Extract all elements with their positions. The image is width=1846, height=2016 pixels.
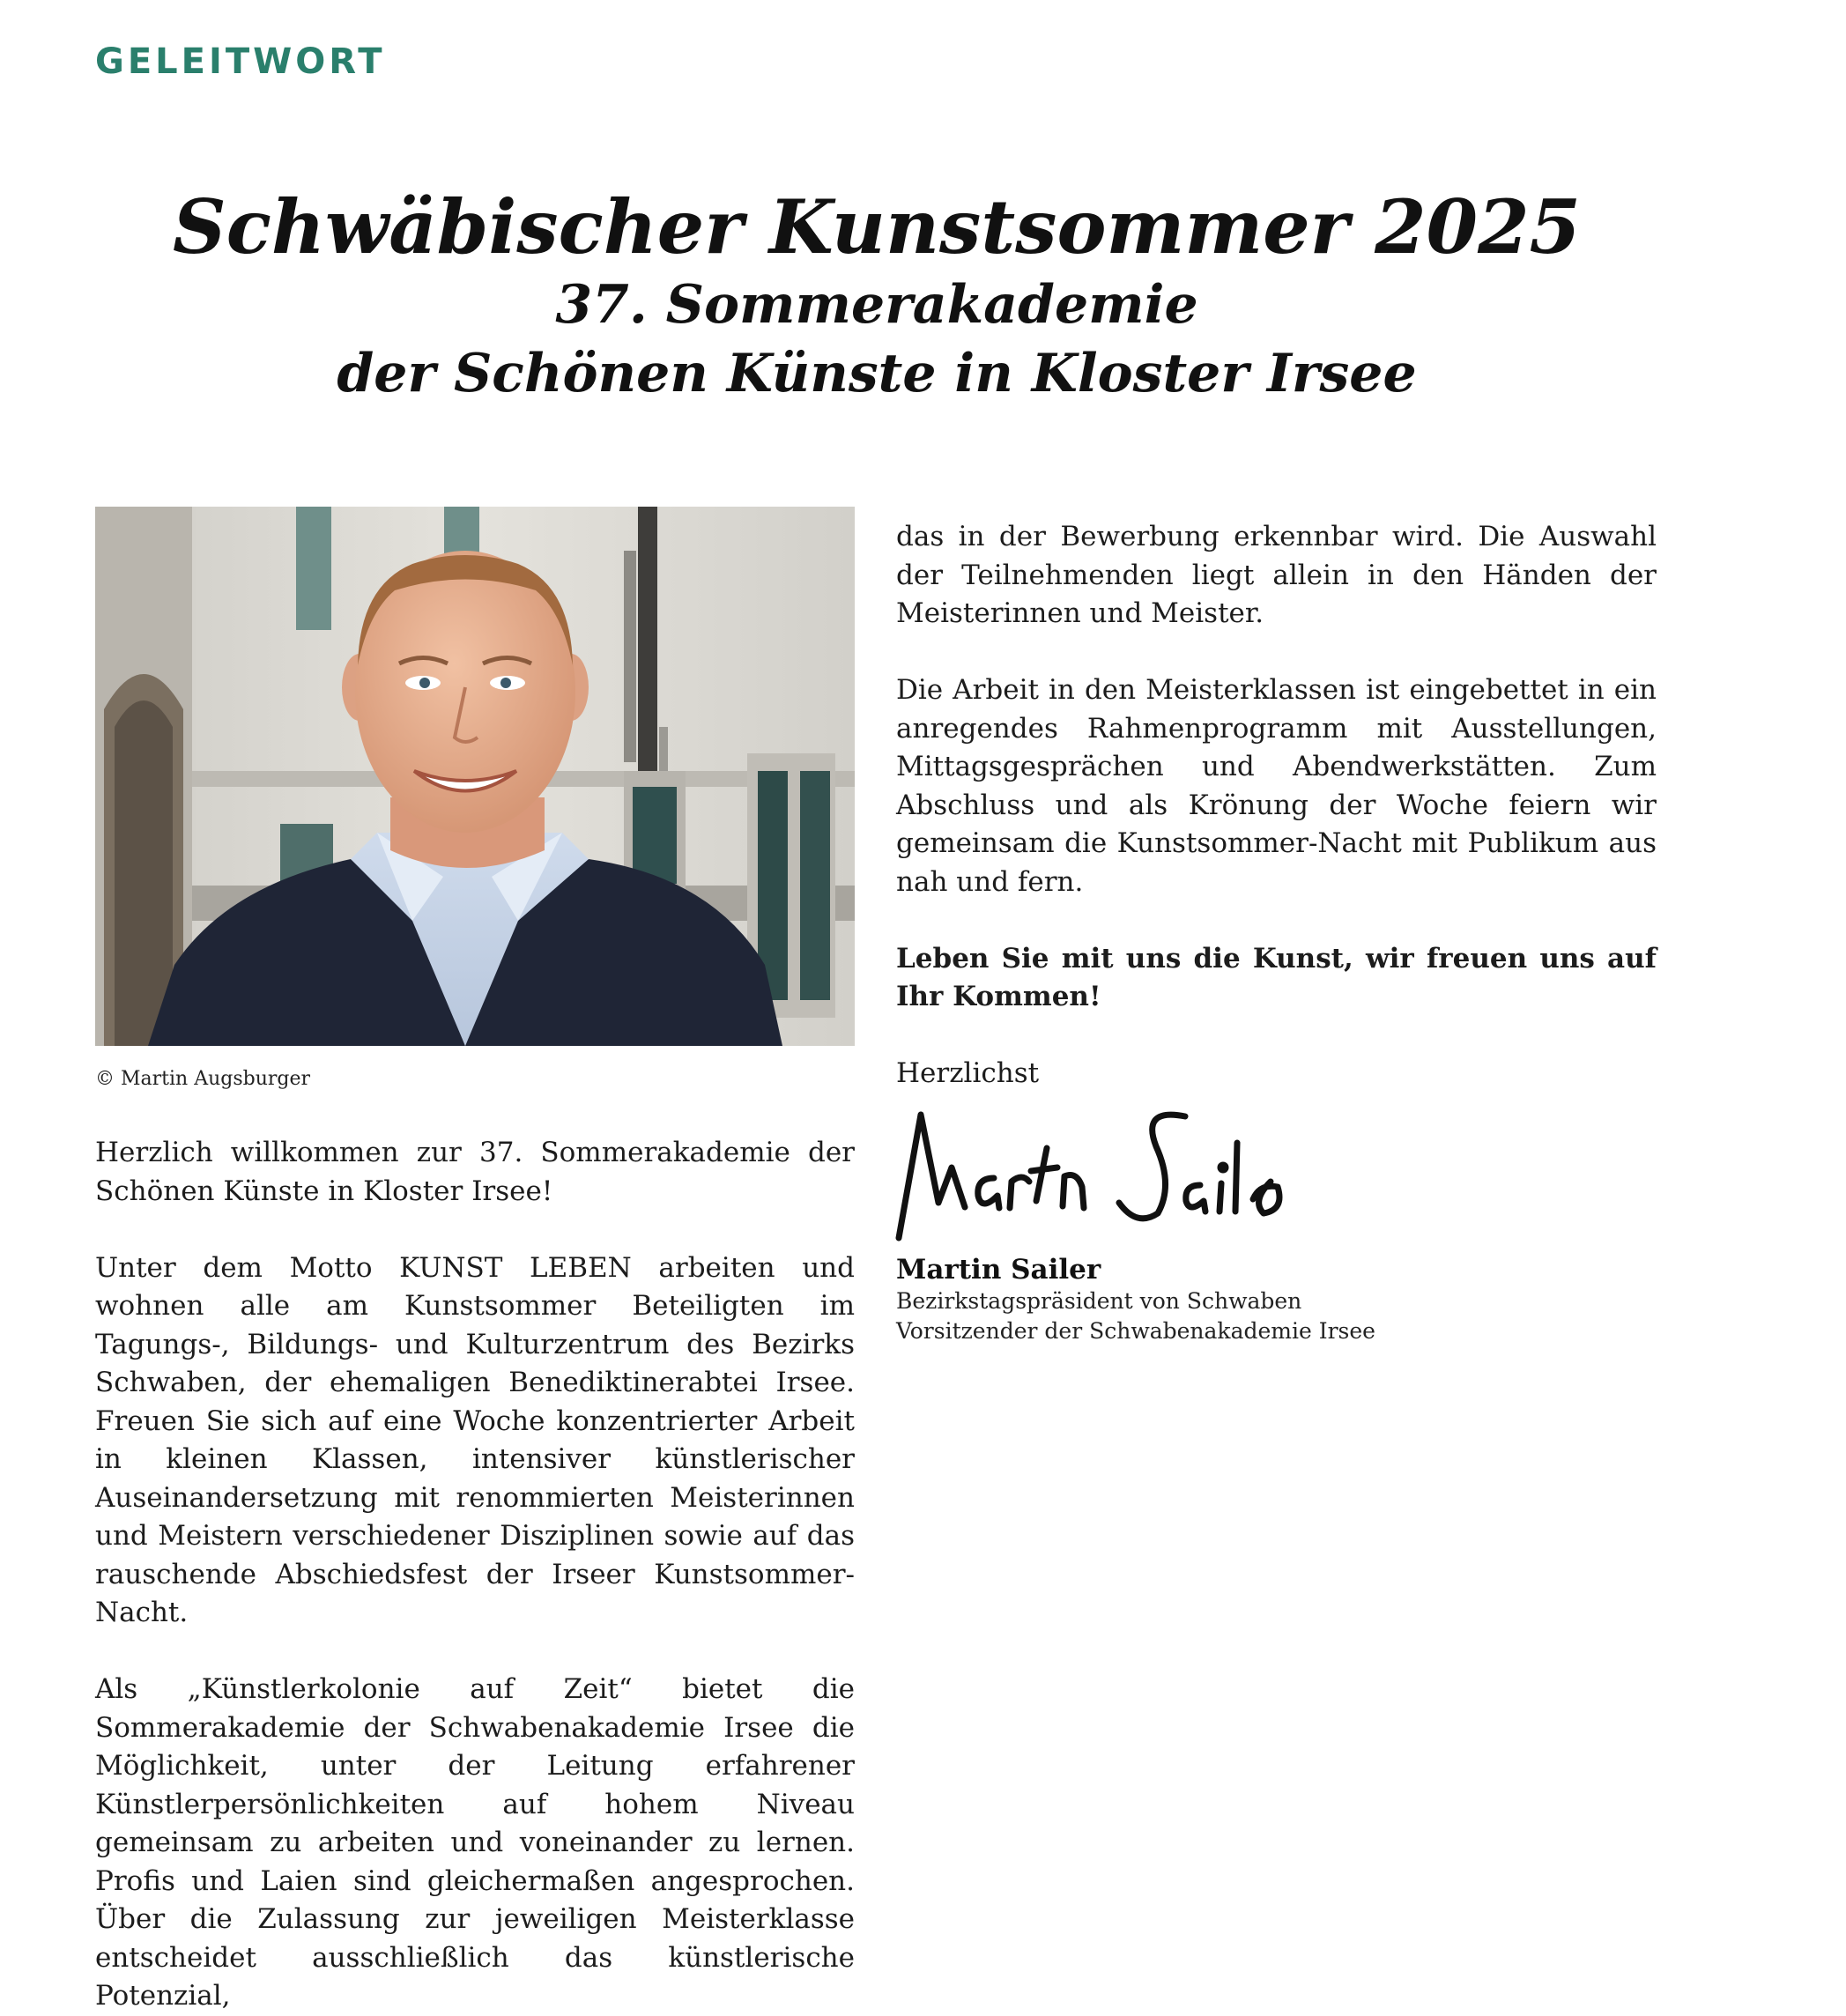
portrait-photo <box>95 507 855 1046</box>
selection-paragraph: das in der Bewerbung erkennbar wird. Die Auswahl der Teilnehmenden liegt allein in den Händen der Meisterinnen und Meister. <box>896 521 1657 629</box>
section-label: GELEITWORT <box>95 41 386 82</box>
signer-role-1: Bezirkstagspräsident von Schwaben <box>896 1288 1302 1314</box>
page-subtitle-line-2: der Schönen Künste in Kloster Irsee <box>337 342 1417 404</box>
colony-paragraph: Als „Künstlerkolonie auf Zeit“ bietet die Sommerakademie der Schwabenakademie Irsee die Möglichkeit, unter der Leitung erfahrener Künstlerpersönlichkeiten auf hohem Niveau gemeinsam zu arbeiten und voneinander zu lernen. Profis und Laien sind gleichermaßen angesprochen. Über die Zulassung zur jeweiligen Meisterklasse entscheidet ausschließlich das künstlerische Potenzial, <box>95 1673 855 2012</box>
motto-paragraph: Unter dem Motto KUNST LEBEN arbeiten und wohnen alle am Kunstsommer Beteiligten im Tagungs-, Bildungs- und Kulturzentrum des Bezirks Schwaben, der ehemaligen Benediktinerabtei Irsee. Freuen Sie sich auf eine Woche konzentrierter Arbeit in kleinen Klassen, intensiver künstlerischer Auseinandersetzung mit renommierten Meisterinnen und Meistern verschiedener Disziplinen sowie auf das rauschende Abschiedsfest der Irseer Kunstsommer-Nacht. <box>95 1251 855 1628</box>
portrait-illustration <box>95 507 855 1046</box>
signer-role-2: Vorsitzender der Schwabenakademie Irsee <box>896 1318 1375 1344</box>
invitation-paragraph: Leben Sie mit uns die Kunst, wir freuen uns auf Ihr Kommen! <box>896 942 1657 1012</box>
title-block <box>0 185 1753 408</box>
photo-credit: © Martin Augsburger <box>95 1068 311 1090</box>
page-subtitle-line-1: 37. Sommerakademie <box>555 273 1198 336</box>
closing-greeting: Herzlichst <box>896 1057 1040 1089</box>
signer-block <box>896 1253 1375 1346</box>
welcome-paragraph: Herzlich willkommen zur 37. Sommerakademie der Schönen Künste in Kloster Irsee! <box>95 1137 855 1207</box>
right-column-text <box>896 518 1657 1093</box>
page-title: Schwäbischer Kunstsommer 2025 <box>173 183 1581 271</box>
left-column-text <box>95 1134 855 2016</box>
signer-name: Martin Sailer <box>896 1254 1101 1286</box>
handwritten-signature <box>890 1097 1313 1247</box>
program-paragraph: Die Arbeit in den Meisterklassen ist eingebettet in ein anregendes Rahmenprogramm mit Ausstellungen, Mittagsgesprächen und Abendwerkstätten. Zum Abschluss und als Krönung der Woche feiern wir gemeinsam die Kunstsommer-Nacht mit Publikum aus nah und fern. <box>896 674 1657 898</box>
